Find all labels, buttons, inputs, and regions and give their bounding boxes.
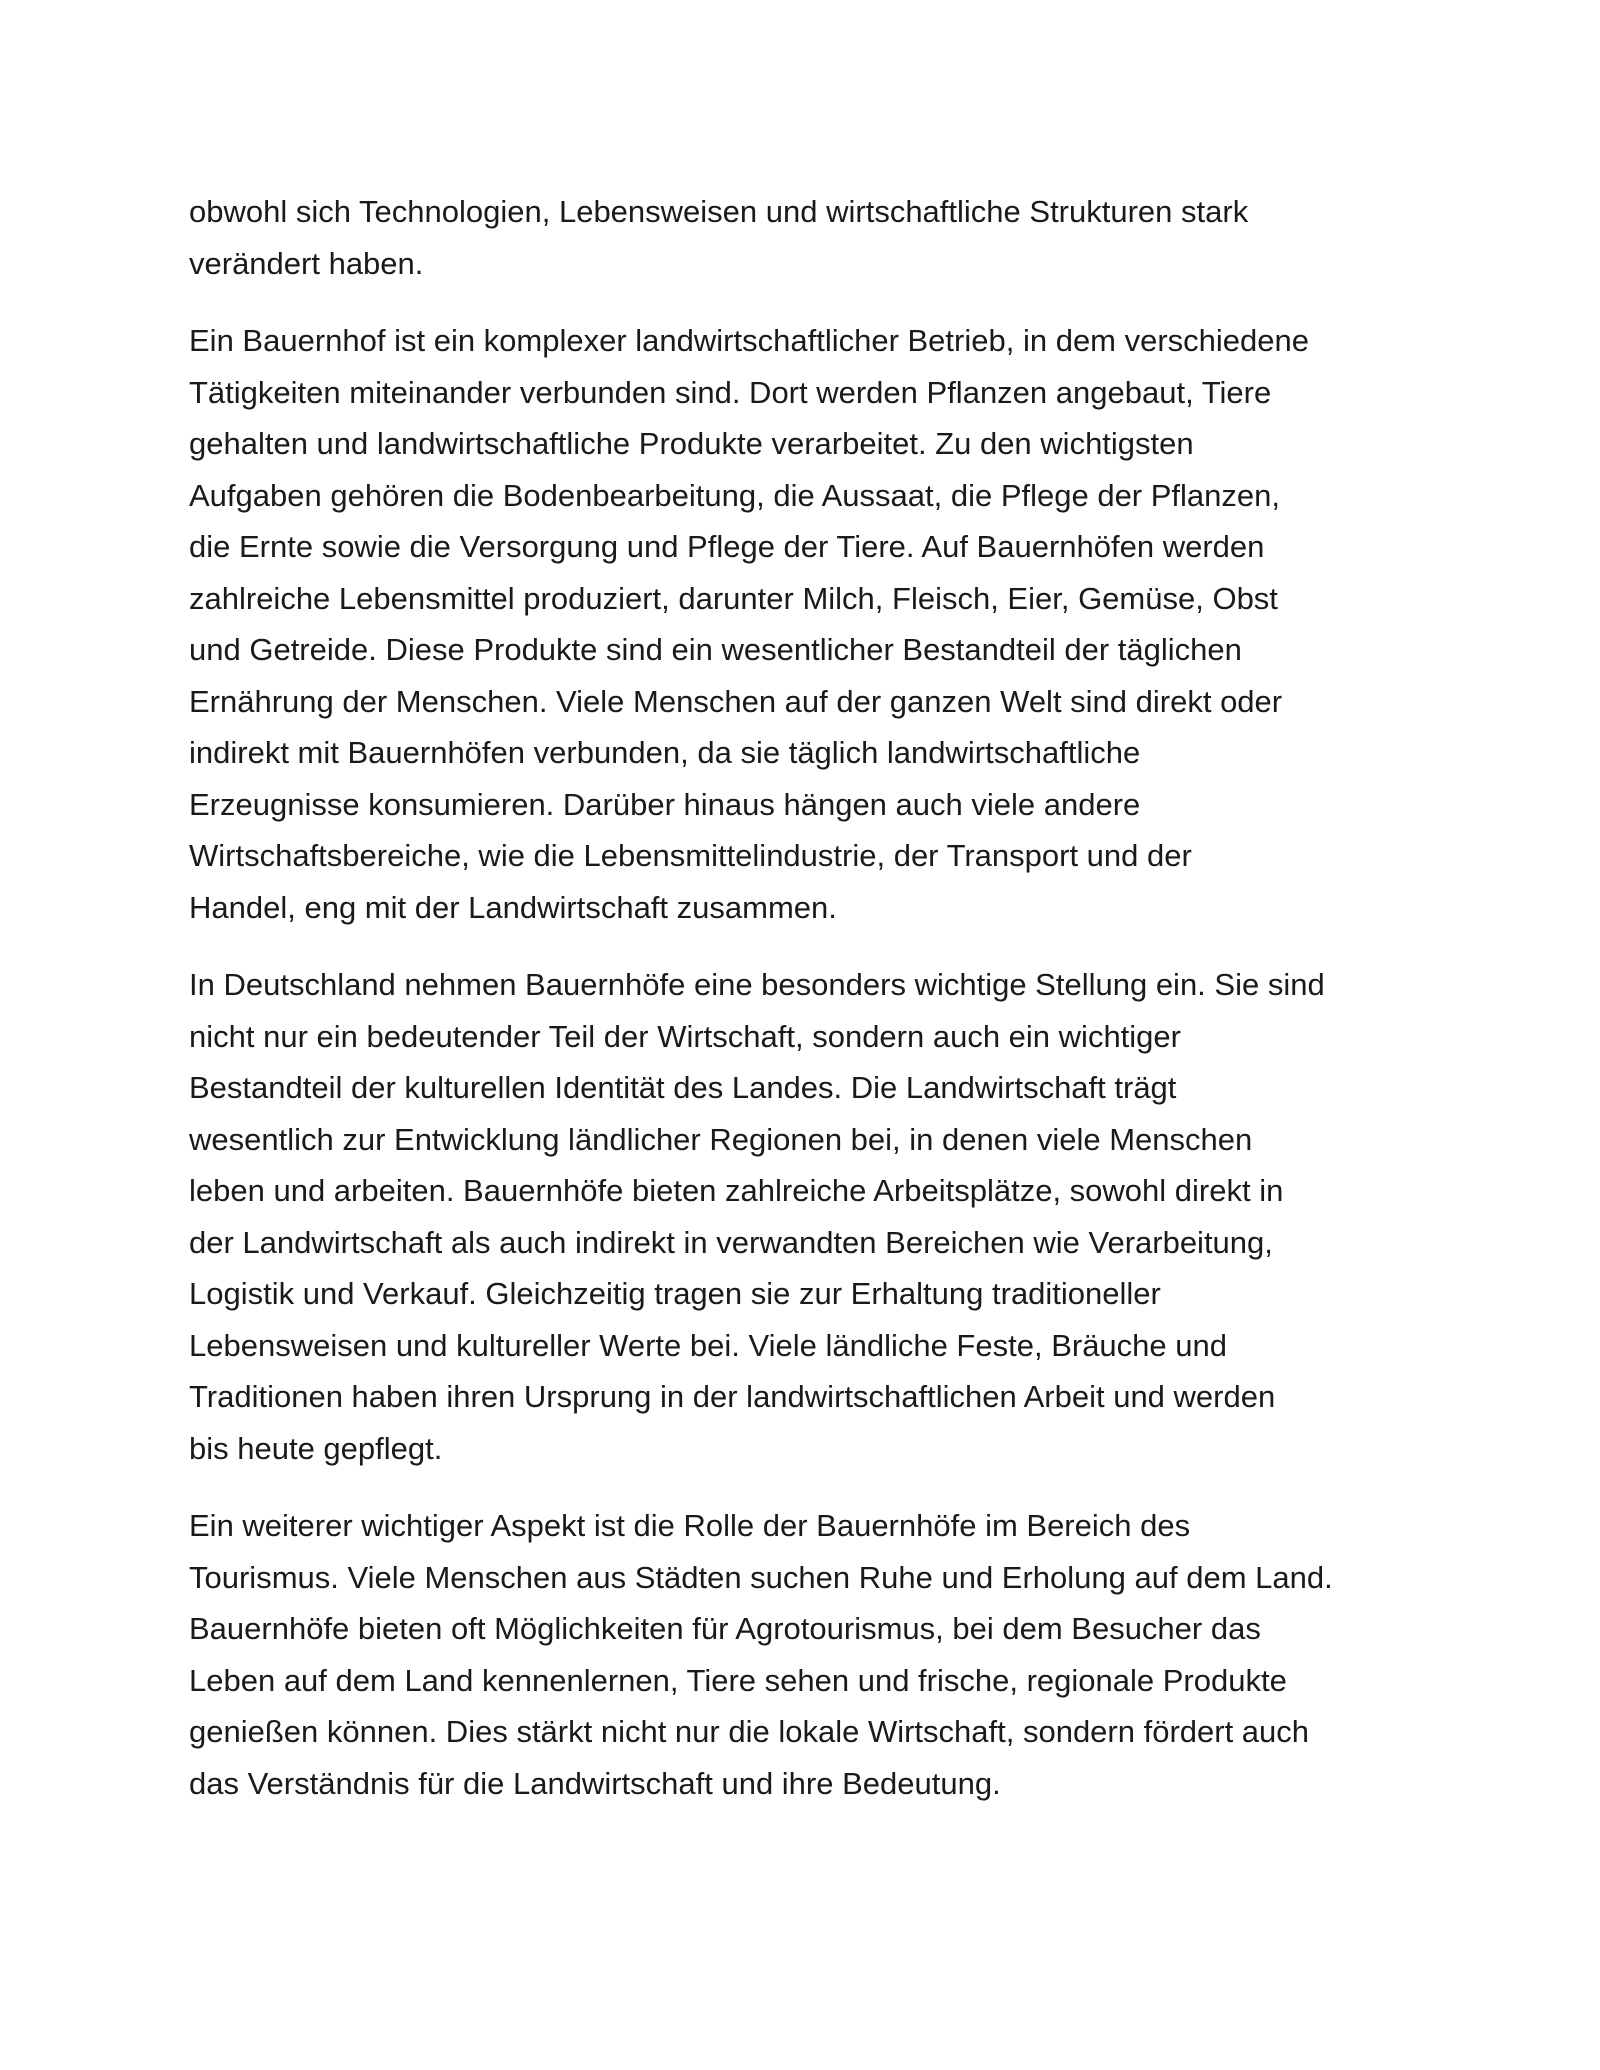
text-line: zahlreiche Lebensmittel produziert, darunter Milch, Fleisch, Eier, Gemüse, Obst [189, 580, 1278, 616]
text-line: Logistik und Verkauf. Gleichzeitig tragen sie zur Erhaltung traditioneller [189, 1276, 1161, 1311]
text-line: Bestandteil der kulturellen Identität des Landes. Die Landwirtschaft trägt [189, 1070, 1177, 1105]
paragraph-4 [189, 1500, 1439, 1809]
text-line: genießen können. Dies stärkt nicht nur die lokale Wirtschaft, sondern fördert auch [189, 1714, 1310, 1749]
text-line: In Deutschland nehmen Bauernhöfe eine besonders wichtige Stellung ein. Sie sind [189, 967, 1325, 1002]
text-line: Ein weiterer wichtiger Aspekt ist die Rolle der Bauernhöfe im Bereich des [189, 1508, 1191, 1543]
text-line: gehalten und landwirtschaftliche Produkte verarbeitet. Zu den wichtigsten [189, 426, 1194, 461]
paragraph-1 [189, 186, 1439, 289]
text-line: obwohl sich Technologien, Lebensweisen und wirtschaftliche Strukturen stark [189, 194, 1249, 229]
text-line: Erzeugnisse konsumieren. Darüber hinaus hängen auch viele andere [189, 786, 1141, 822]
text-line: bis heute gepflegt. [189, 1430, 443, 1466]
text-line: leben und arbeiten. Bauernhöfe bieten zahlreiche Arbeitsplätze, sowohl direkt in [189, 1173, 1284, 1208]
text-line: Handel, eng mit der Landwirtschaft zusammen. [189, 889, 837, 925]
text-line: Lebensweisen und kultureller Werte bei. Viele ländliche Feste, Bräuche und [189, 1327, 1227, 1363]
text-line: Traditionen haben ihren Ursprung in der landwirtschaftlichen Arbeit und werden [189, 1379, 1276, 1414]
text-line: Leben auf dem Land kennenlernen, Tiere sehen und frische, regionale Produkte [189, 1662, 1287, 1698]
text-line: Ernährung der Menschen. Viele Menschen auf der ganzen Welt sind direkt oder [189, 683, 1283, 719]
text-line: das Verständnis für die Landwirtschaft und ihre Bedeutung. [189, 1765, 1001, 1801]
text-line: nicht nur ein bedeutender Teil der Wirtschaft, sondern auch ein wichtiger [189, 1018, 1181, 1054]
paragraph-2 [189, 315, 1439, 933]
text-line: Aufgaben gehören die Bodenbearbeitung, die Aussaat, die Pflege der Pflanzen, [189, 477, 1280, 513]
text-line: Wirtschaftsbereiche, wie die Lebensmittelindustrie, der Transport und der [189, 838, 1192, 873]
text-line: verändert haben. [189, 245, 424, 281]
text-line: wesentlich zur Entwicklung ländlicher Regionen bei, in denen viele Menschen [189, 1121, 1253, 1157]
text-line: indirekt mit Bauernhöfen verbunden, da sie täglich landwirtschaftliche [189, 735, 1141, 770]
text-line: die Ernte sowie die Versorgung und Pflege der Tiere. Auf Bauernhöfen werden [189, 529, 1265, 564]
text-line: Tätigkeiten miteinander verbunden sind. Dort werden Pflanzen angebaut, Tiere [189, 374, 1272, 410]
text-line: Tourismus. Viele Menschen aus Städten suchen Ruhe und Erholung auf dem Land. [189, 1559, 1333, 1595]
paragraph-3 [189, 959, 1439, 1474]
text-line: Bauernhöfe bieten oft Möglichkeiten für Agrotourismus, bei dem Besucher das [189, 1611, 1261, 1646]
text-line: der Landwirtschaft als auch indirekt in verwandten Bereichen wie Verarbeitung, [189, 1224, 1273, 1260]
text-line: und Getreide. Diese Produkte sind ein wesentlicher Bestandteil der täglichen [189, 632, 1242, 667]
document-body [189, 186, 1439, 1835]
text-line: Ein Bauernhof ist ein komplexer landwirtschaftlicher Betrieb, in dem verschiedene [189, 323, 1310, 358]
